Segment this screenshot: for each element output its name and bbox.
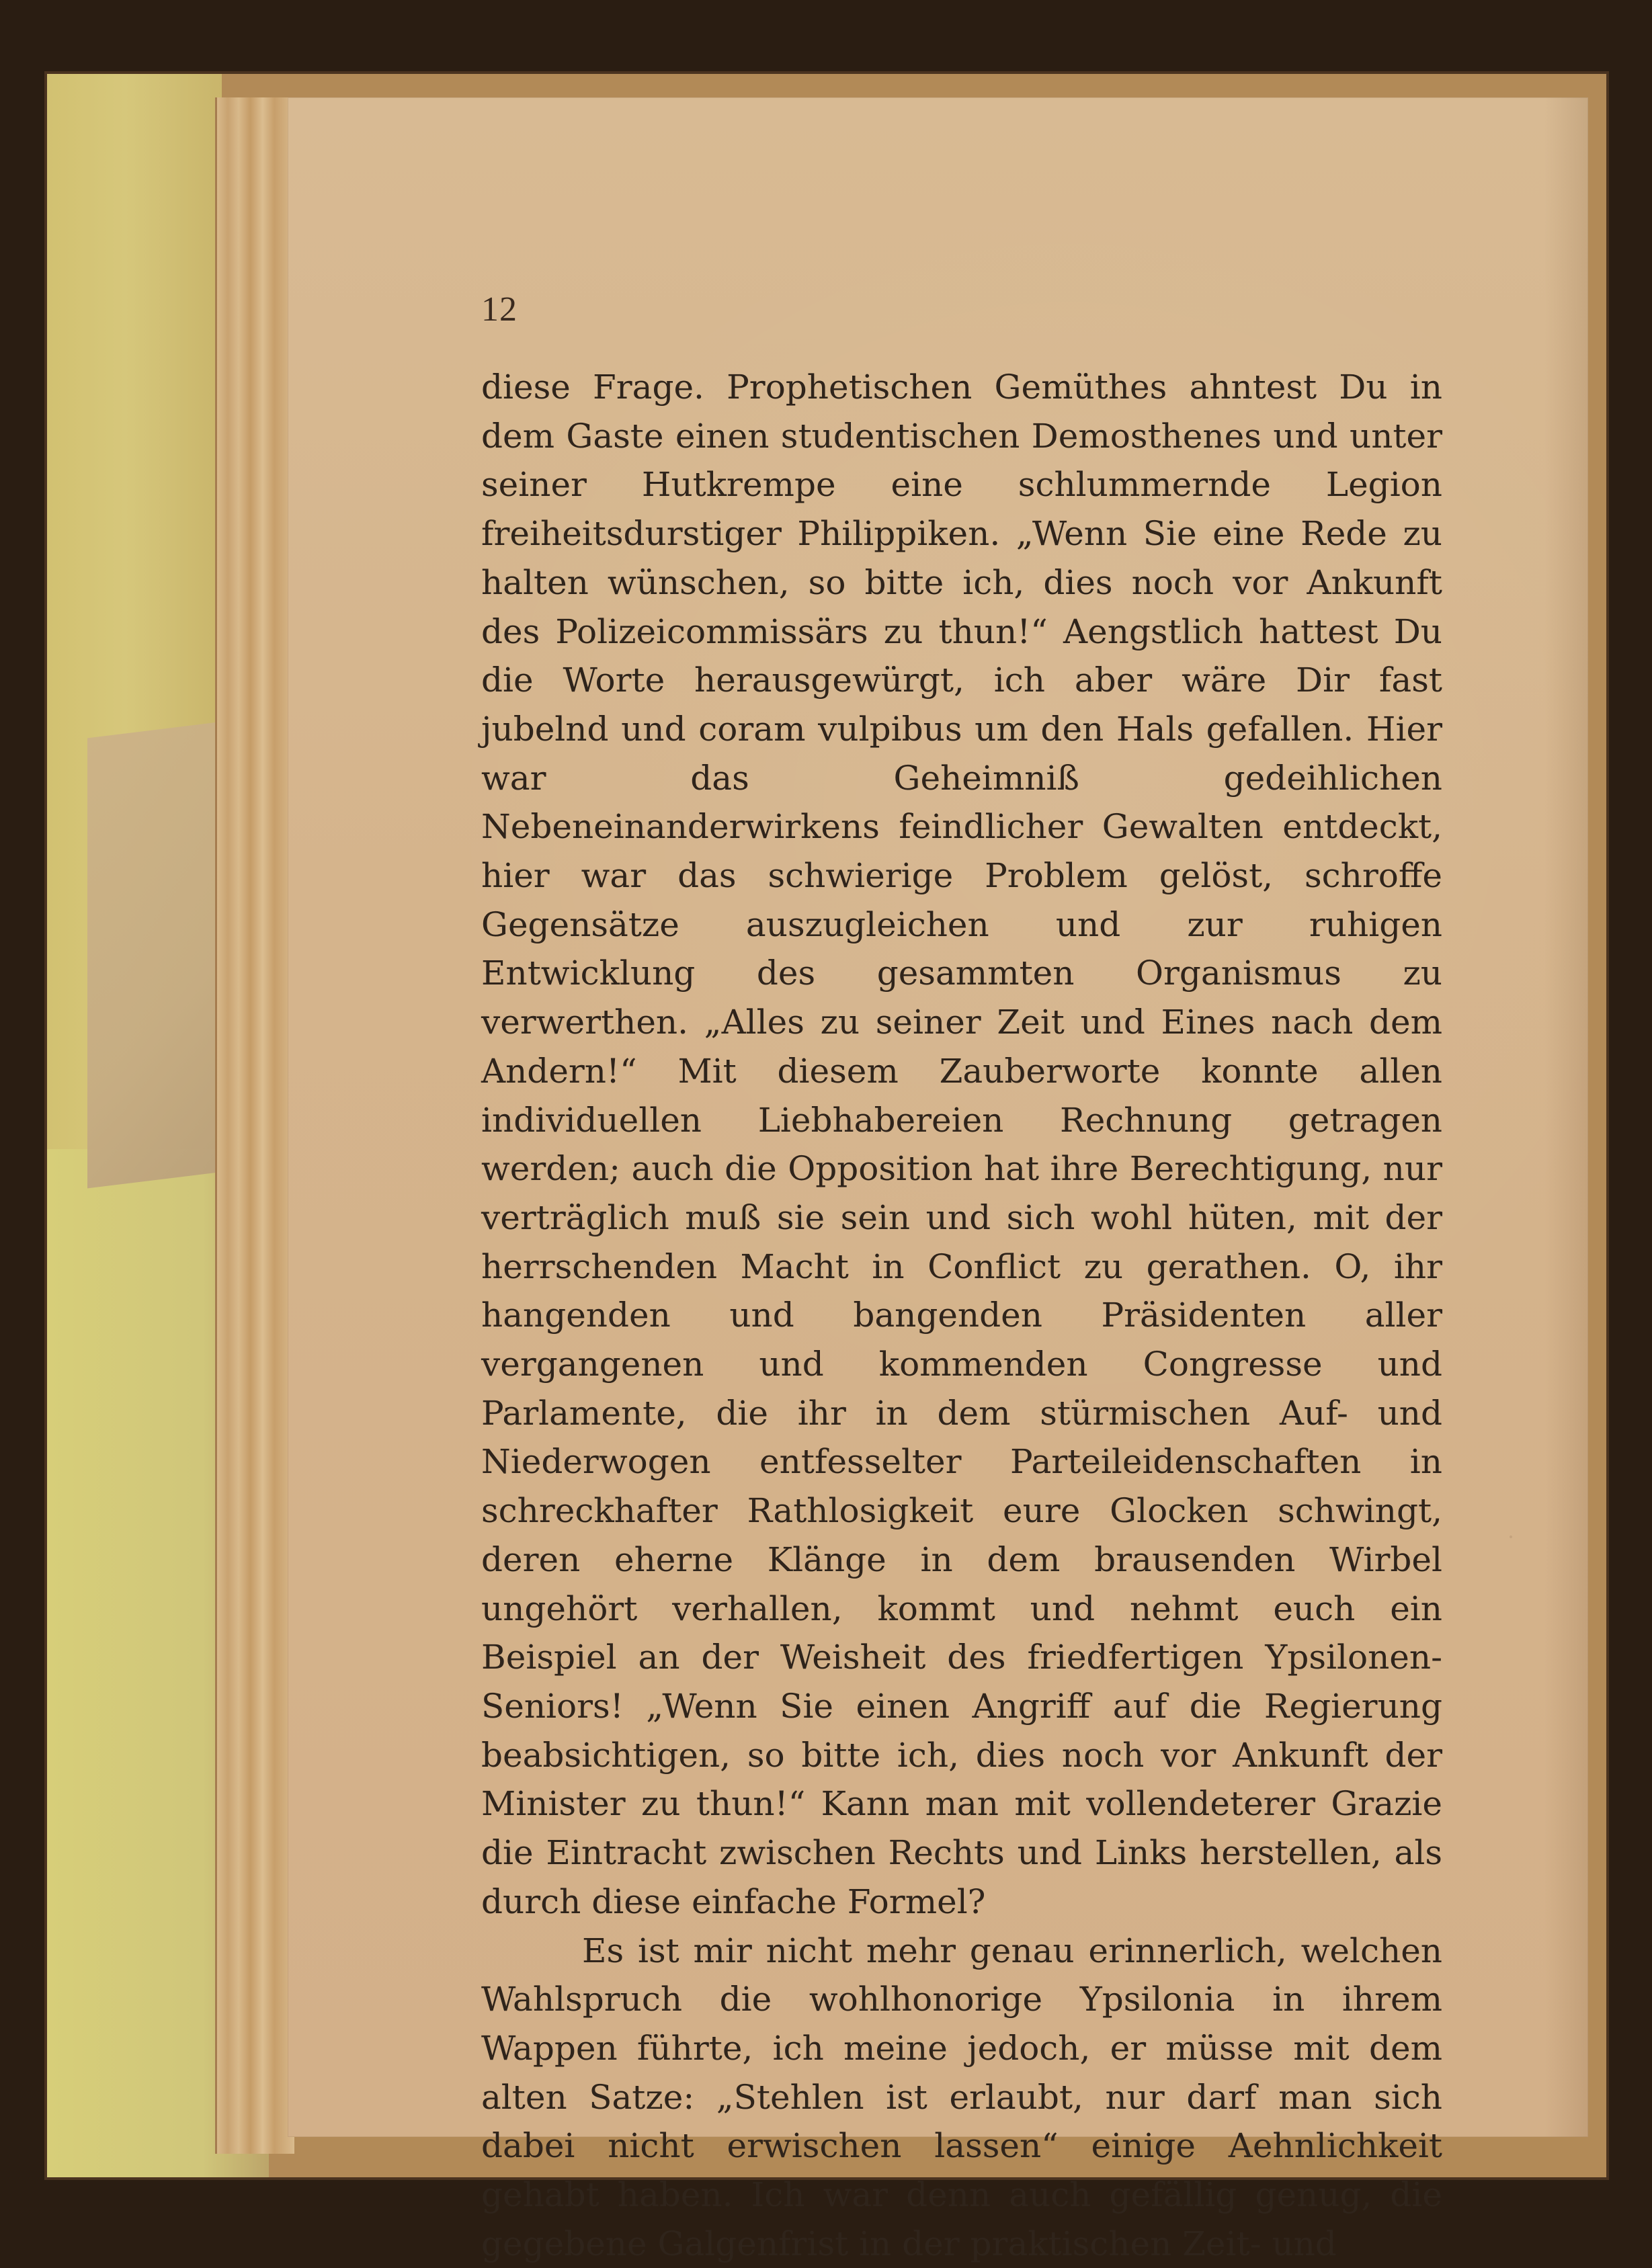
page-number: 12: [481, 292, 518, 327]
page-text-block: [481, 363, 1442, 2268]
paper-spot: [1289, 1801, 1293, 1805]
paragraph-2: Es ist mir nicht mehr genau erinnerlich, welchen Wahlspruch die wohlhonorige Ypsilonia in ihrem Wappen führte, ich meine jedoch, er müsse mit dem alten Satze: „Stehlen ist erlaubt, nur darf man sich dabei nicht erwischen lassen“ einige Aehnlichkeit gehabt haben. Ich war denn auch gefällig genug, die gegebene Galgenfrist in der praktischen Zeit- und: [481, 1927, 1442, 2268]
page-right-shadow: [1544, 97, 1588, 2137]
paragraph-1: diese Frage. Prophetischen Gemüthes ahntest Du in dem Gaste einen studentischen Demosthenes und unter seiner Hutkrempe eine schlummernde Legion freiheitsdurstiger Philippiken. „Wenn Sie eine Rede zu halten wünschen, so bitte ich, dies noch vor Ankunft des Polizeicommissärs zu thun!“ Aengstlich hattest Du die Worte herausgewürgt, ich aber wäre Dir fast jubelnd und coram vulpibus um den Hals gefallen. Hier war das Geheimniß gedeihlichen Nebeneinanderwirkens feindlicher Gewalten entdeckt, hier war das schwierige Problem gelöst, schroffe Gegensätze auszugleichen und zur ruhigen Entwicklung des gesammten Organismus zu verwerthen. „Alles zu seiner Zeit und Eines nach dem Andern!“ Mit diesem Zauberworte konnte allen individuellen Liebhabereien Rechnung getragen werden; auch die Opposition hat ihre Berechtigung, nur verträglich muß sie sein und sich wohl hüten, mit der herrschenden Macht in Conflict zu gerathen. O, ihr hangenden und bangenden Präsidenten aller vergangenen und kommenden Congresse und Parlamente, die ihr in dem stürmischen Auf- und Niederwogen entfesselter Parteileidenschaften in schreckhafter Rathlosigkeit eure Glocken schwingt, deren eherne Klänge in dem brausenden Wirbel ungehört verhallen, kommt und nehmt euch ein Beispiel an der Weisheit des friedfertigen Ypsilonen-Seniors! „Wenn Sie einen Angriff auf die Regierung beabsichtigen, so bitte ich, dies noch vor Ankunft der Minister zu thun!“ Kann man mit vollendeterer Grazie die Eintracht zwischen Rechts und Links herstellen, als durch diese einfache Formel?: [481, 363, 1442, 1927]
paper-spot: [1510, 1536, 1512, 1538]
page-edge-stack: [215, 97, 294, 2154]
paper-spot: [1382, 1421, 1385, 1425]
book-page: [288, 97, 1588, 2137]
